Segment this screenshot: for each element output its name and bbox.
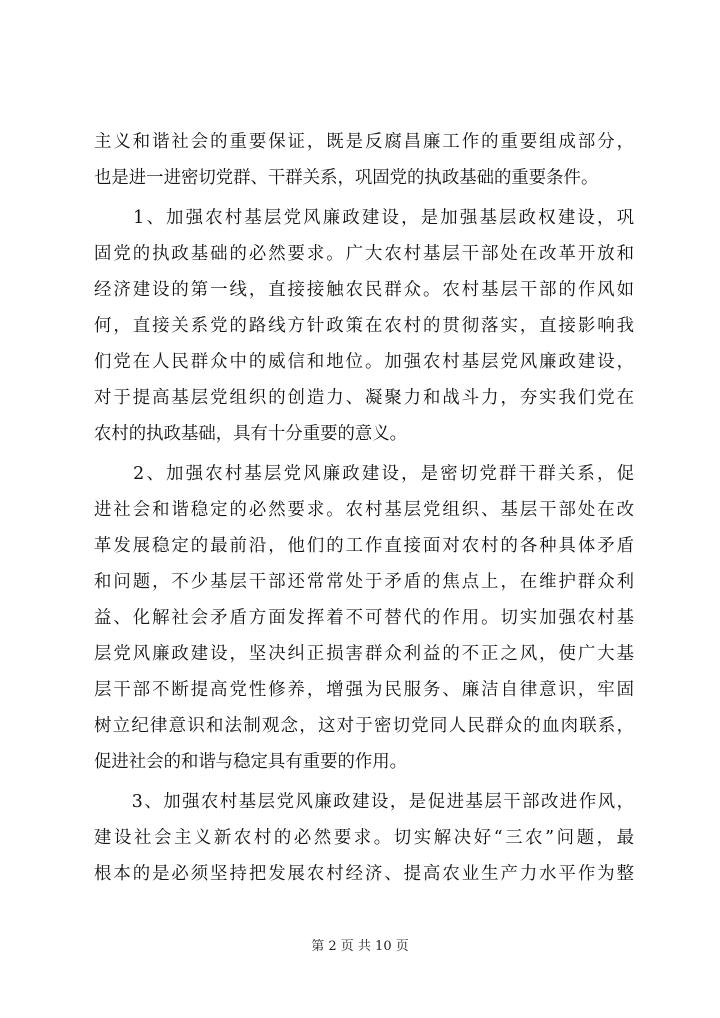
text-line: 固党的执政基础的必然要求。广大农村基层干部处在改革开放和 [94, 244, 634, 264]
text-line: 2、加强农村基层党风廉政建设，是密切党群干群关系，促 [94, 464, 634, 484]
text-line: 层干部不断提高党性修养，增强为民服务、廉洁自律意识，牢固 [94, 680, 634, 700]
text-line: 建设社会主义新农村的必然要求。切实解决好“三农”问题，最 [94, 828, 634, 848]
text-line: 层党风廉政建设，坚决纠正损害群众利益的不正之风，使广大基 [94, 644, 634, 664]
text-line: 也是进一进密切党群、干群关系，巩固党的执政基础的重要条件。 [94, 168, 599, 188]
text-line: 革发展稳定的最前沿，他们的工作直接面对农村的各种具体矛盾 [94, 536, 634, 556]
text-line: 益、化解社会矛盾方面发挥着不可替代的作用。切实加强农村基 [94, 608, 634, 628]
text-line: 何，直接关系党的路线方针政策在农村的贯彻落实，直接影响我 [94, 316, 634, 336]
text-line: 和问题，不少基层干部还常常处于矛盾的焦点上，在维护群众利 [94, 572, 634, 592]
text-line: 1、加强农村基层党风廉政建设，是加强基层政权建设，巩 [94, 208, 634, 228]
body-text [94, 124, 634, 892]
page-number-label: 第 2 页 共 10 页 [311, 939, 409, 954]
text-line: 根本的是必须坚持把发展农村经济、提高农业生产力水平作为整 [94, 864, 634, 884]
text-line: 对于提高基层党组织的创造力、凝聚力和战斗力，夯实我们党在 [94, 388, 634, 408]
text-line: 3、加强农村基层党风廉政建设，是促进基层干部改进作风， [94, 792, 634, 812]
text-line: 进社会和谐稳定的必然要求。农村基层党组织、基层干部处在改 [94, 500, 634, 520]
page-footer [0, 938, 720, 956]
text-line: 促进社会的和谐与稳定具有重要的作用。 [94, 752, 408, 772]
text-line: 主义和谐社会的重要保证，既是反腐昌廉工作的重要组成部分， [94, 132, 634, 152]
text-line: 农村的执政基础，具有十分重要的意义。 [94, 424, 408, 444]
text-line: 树立纪律意识和法制观念，这对于密切党同人民群众的血肉联系， [94, 716, 634, 736]
text-line: 们党在人民群众中的威信和地位。加强农村基层党风廉政建设， [94, 352, 634, 372]
text-line: 经济建设的第一线，直接接触农民群众。农村基层干部的作风如 [94, 280, 634, 300]
